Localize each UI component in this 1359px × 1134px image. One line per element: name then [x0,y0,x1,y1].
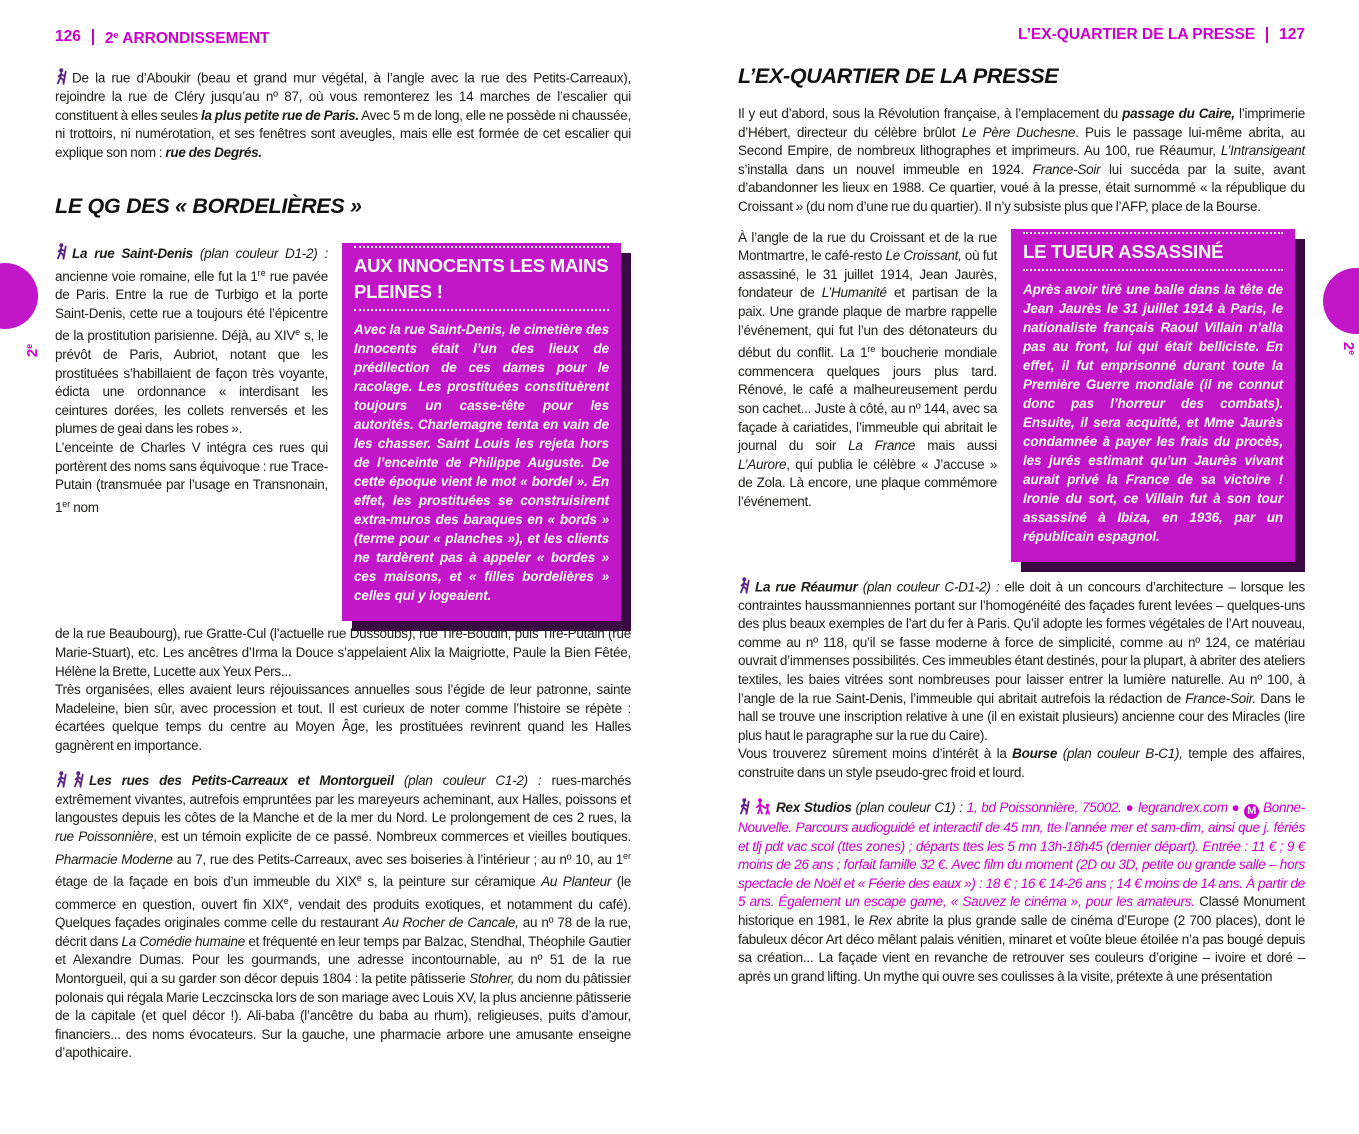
running-head-right-title: L’EX-QUARTIER DE LA PRESSE [1018,26,1256,43]
paragraph-cafe-croissant: À l’angle de la rue du Croissant et de la rue Montmartre, le café-resto Le Croissant, où fut assassiné, le 31 juillet 1914, Jean Jaurès, fondateur de L’Humanité et partisan de la paix. Une grande plaque de marbre rappelle l’événement, qui fut l’un des détonateurs du début du conflit. La 1re boucherie mondiale commencera quelques jours plus tard. Rénové, le café a malheureusement perdu son cachet... Juste à côté, au nº 144, avec sa façade à cariatides, l’immeuble qui abritait le journal du soir La France mais aussi L’Aurore, qui publia le célèbre « J’accuse » de Zola. Là encore, une plaque commémore l’événement. [738,229,997,509]
box-body: Après avoir tiré une balle dans la tête de Jean Jaurès le 31 juillet 1914 à Paris, le nationaliste français Raoul Villain n’alla pas au front, lui qui était belliciste. En effet, il fut emprisonné durant toute la Première Guerre mondiale (il ne connut donc pas l’horreur des combats). Ensuite, il sera acquitté, et Mme Jaurès condamnée à payer les frais du procès, les jurés estimant qu’un Jaurès vivant aurait privé la France de sa victoire ! Ironie du sort, ce Villain fut à son tour assassiné à Ibiza, en 1936, par un républicain espagnol. [1023,281,1283,544]
running-head-left [55,26,631,48]
paragraph-rex-studios [738,798,1305,987]
paragraph-text: Rex Studios (plan couleur C1) : 1, bd Poissonnière, 75002. ● legrandrex.com ● M Bonne-Nouvelle. Parcours audioguidé et interactif de 45 mn, tte l’année mer et sam-dim, ainsi que j. fériés et tlj pdt vac scol (ttes zones) ; départs ttes les 5 mn 13h-18h45 (dernier départ). Entrée : 11 € ; 9 € moins de 26 ans ; forfait famille 32 €. Avec film du moment (2D ou 3D, petite ou grande salle – hors spectacle de Noël et « Féerie des eaux ») : 18 € ; 16 € 14-26 ans ; 14 € moins de 14 ans. À partir de 5 ans. Également un escape game, « Sauvez le cinéma », pour les amateurs. Classé Monument historique en 1981, le Rex abrite la plus grande salle de cinéma d’Europe (2 700 places), dont le fabuleux décor Art déco mêlant palais vénitien, minaret et voûte bleue étoilée n’a pas bougé depuis sa création... La façade vient en revanche de retrouver ses couleurs d’origine – ivoire et doré – après un grand lifting. Un mythe qui ouvre ses coulisses à la visite, prétexte à une présentation [738,800,1305,984]
paragraph-text: La rue Réaumur (plan couleur C-D1-2) : elle doit à un concours d’architecture – lorsque les contraintes haussmanniennes portant sur l’homogénéité des façades furent levées – quelques-uns des plus beaux exemples de l’art du fer à Paris. Qu’il adopte les formes végétales de l’Art nouveau, comme au nº 118, qu’il se fasse moderne à force de simplicité, comme au nº 124, ce matériau ouvrait d’immenses possibilités. Ces immeubles étant destinés, pour la plupart, à abriter des ateliers textiles, les baies vitrées sont nombreuses pour laisser entrer la lumière naturelle. Au nº 100, à l’angle de la rue Saint-Denis, l’immeuble qui abritait autrefois la rédaction de France-Soir. Dans le hall se trouve une inscription relative à une (il en existait plusieurs) ancienne cour des Miracles (lire plus haut le paragraphe sur la rue du Caire). Vous trouverez sûrement moins d’intérêt à la Bourse (plan couleur B-C1), temple des affaires, construite dans un style pseudo-grec froid et lourd. [738,579,1305,780]
section-title-bordelieres: LE QG DES « BORDELIÈRES » [55,194,362,219]
walking-tour-icon [55,68,68,85]
two-column-block-left [55,243,631,621]
header-separator [92,29,94,45]
running-head-left-title: 2e ARRONDISSEMENT [104,30,270,47]
paragraph-presse-intro: Il y eut d’abord, sous la Révolution française, à l’emplacement du passage du Caire, l’imprimerie d’Hébert, directeur du célèbre brûlot Le Père Duchesne. Puis le passage lui-même abrita, au Second Empire, de nombreux lithographes et imprimeurs. Au 100, rue Réaumur, L’Intransigeant s’installa dans un nouvel immeuble en 1924. France-Soir lui succéda par la suite, avant d’abandonner les lieux en 1988. Ce quartier, voué à la presse, était surnommé « la république du Croissant » (du nom d’une rue du quartier). Il n’y subsiste plus que l’AFP, place de la Bourse. [738,106,1306,214]
paragraph-petits-carreaux-montorgueil [55,771,631,1063]
page-number-left: 126 [55,28,81,45]
walking-tour-icon [55,771,68,788]
paragraph-saint-denis-continuation: de la rue Beaubourg), rue Gratte-Cul (l’actuelle rue Dussoubs), rue Tire-Boudin, puis Tire-Putain (rue Marie-Stuart), etc. Les ancêtres d’Irma la Douce s’appelaient Alix la Maigriotte, Paule la Bien Fêtée, Hélène la Brette, Lucette aux Yeux Pers... Très organisées, elles avaient leurs réjouissances annuelles sous l’égide de leur patronne, sainte Madeleine, bien sûr, avec procession et tout. Il est curieux de noter comme l’histoire se répète : écartées quelque temps du centre au Moyen Âge, les prostituées revinrent quand les Halles gagnèrent en importance. [55,626,631,754]
paragraph-text: La rue Saint-Denis (plan couleur D1-2) : ancienne voie romaine, elle fut la 1re rue pavée de Paris. Entre la rue de Turbigo et la porte Saint-Denis, cette rue a toujours été l’épicentre de la prostitution parisienne. Déjà, au XIVe s, le prévôt de Paris, Aubriot, notant que les prostituées s’habillaient de façon très voyante, édicta une ordonnance « interdisant les ceintures dorées, les collets renversés et les plumes de geai dans les robes ». L’enceinte de Charles V intégra ces rues qui portèrent des noms sans équivoque : rue Trace-Putain (transmuée par l’usage en Transnonain, 1er nom [55,245,328,515]
box-title: LE TUEUR ASSASSINÉ [1023,232,1283,271]
sidebar-box-aux-innocents [342,243,621,621]
paragraph-rue-saint-denis [55,243,328,517]
header-separator [1266,27,1268,43]
walking-tour-icon [55,243,68,260]
arrondissement-tab-circle-left [0,263,38,329]
paragraph-rue-reaumur [738,577,1305,783]
paragraph-text: De la rue d’Aboukir (beau et grand mur végétal, à l’angle avec la rue des Petits-Carreaux), rejoindre la rue de Cléry jusqu’au nº 87, où vous remonterez les 14 marches de l’escalier qui constituent à elles seules la plus petite rue de Paris. Avec 5 m de long, elle ne possède ni chaussée, ni trottoirs, ni numérotation, et ses fenêtres sont aveugles, mais elle est formée de cet escalier qui explique son nom : rue des Degrés. [55,70,632,160]
two-column-block-right [738,229,1305,562]
page-left-126 [55,26,631,1063]
walking-tour-icon [738,798,751,815]
running-head-right [738,26,1305,44]
section-title-ex-quartier-presse: L’EX-QUARTIER DE LA PRESSE [738,64,1059,88]
walking-tour-icon [738,577,751,594]
page-number-right: 127 [1279,26,1305,43]
arrondissement-tab-circle-right [1323,268,1359,334]
box-title: AUX INNOCENTS LES MAINS PLEINES ! [354,246,609,311]
paragraph-text: Les rues des Petits-Carreaux et Montorgueil (plan couleur C1-2) : rues-marchés extrêmement vivantes, autrefois empruntées par les mareyeurs acheminant, aux Halles, poissons et langoustes depuis les côtes de la Manche et de la mer du Nord. Le prolongement de ces 2 rues, la rue Poissonnière, est un témoin explicite de ce passé. Nombreux commerces et vieilles boutiques. Pharmacie Moderne au 7, rue des Petits-Carreaux, avec ses boiseries à l’intérieur ; au nº 10, au 1er étage de la façade en bois d’un immeuble du XIXe s, la peinture sur céramique Au Planteur (le commerce en question, ouvert fin XIXe, vendait des produits exotiques, et notamment du café). Quelques façades originales comme celle du restaurant Au Rocher de Cancale, au nº 78 de la rue, décrit dans La Comédie humaine et fréquenté en leur temps par Balzac, Stendhal, Théophile Gautier et Alexandre Dumas. Pour les gourmands, une adresse incontournable, au nº 51 de la rue Montorgueil, qui a su garder son décor depuis 1804 : la petite pâtisserie Stohrer, du nom du pâtissier polonais qui régala Marie Leczcinscka lors de son mariage avec Louis XV, la plus ancienne pâtisserie de la capitale (et quel décor !). Ali-baba (l’ancêtre du baba au rhum), religieuses, puits d’amour, financiers... des noms évocateurs. Sur la gauche, une pharmacie arbore une amusante enseigne d’apothicaire. [55,773,632,1061]
sidebar-box-tueur-assassine [1011,229,1295,562]
walking-tour-icon [72,771,85,788]
box-body: Avec la rue Saint-Denis, le cimetière des Innocents était l’un des lieux de prédilection de ces dames pour le racolage. Les prostituées constituèrent toujours un casse-tête pour les autorités. Charlemagne tenta en vain de les chasser. Saint Louis les rejeta hors de l’enceinte de Philippe Auguste. De cette époque vient le mot « bordel ». En effet, les prostituées se construisirent extra-muros des baraques en « bords » (terme pour « planches »), et les clients ne tardèrent pas à appeler « bordes » ces maisons, et « filles bordelières » celles qui y logeaient. [354,322,609,604]
family-icon [755,798,772,815]
arrondissement-tab-label-right: 2e [1339,341,1357,356]
page-right-127 [738,26,1305,986]
paragraph-rue-aboukir [55,68,631,162]
arrondissement-tab-label-left: 2e [24,343,42,358]
